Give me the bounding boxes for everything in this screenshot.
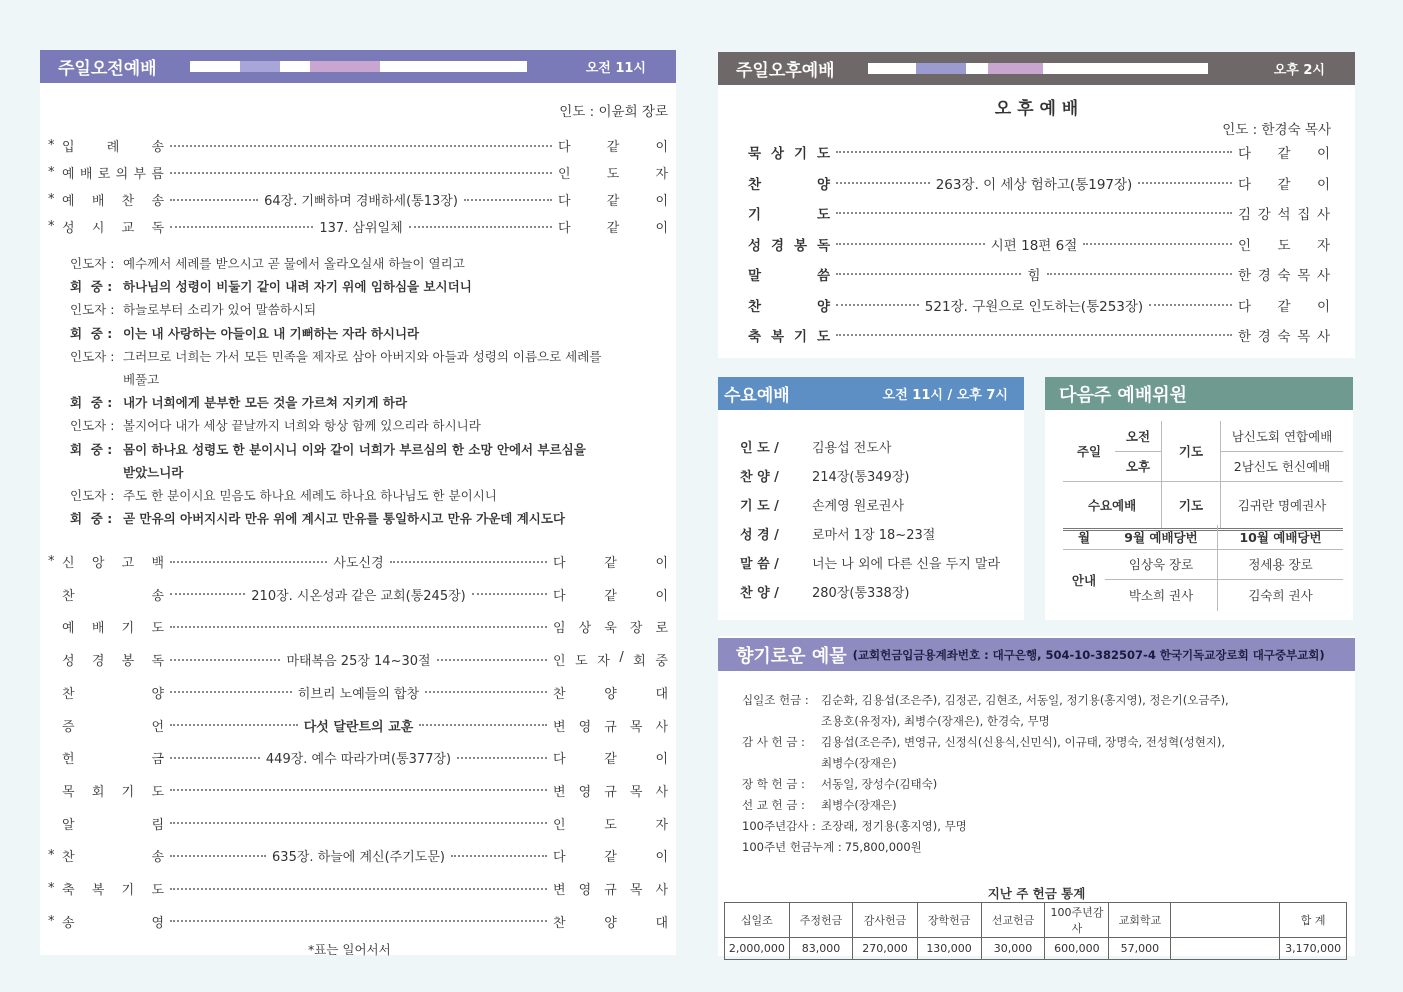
- dot-leader: [836, 304, 919, 306]
- wednesday-label: 수요예배: [1063, 481, 1162, 529]
- dot-leader: [170, 855, 266, 857]
- responsive-line: [70, 393, 407, 411]
- stats-title: 지난 주 헌금 통계: [987, 886, 1086, 901]
- order-row: [48, 781, 668, 800]
- standing-mark: *: [48, 192, 55, 207]
- stats-header-cell: 교회학교: [1109, 903, 1171, 938]
- wednesday-label: 성 경 /: [740, 528, 779, 543]
- order-person: 변 영 규 목 사: [553, 719, 668, 735]
- responsive-line: [70, 254, 465, 272]
- wednesday-value: 로마서 1장 18~23절: [812, 528, 936, 543]
- offering-stats-table: [724, 902, 1347, 960]
- sep-usher-1: 임상욱 장로: [1105, 549, 1218, 579]
- prayer-label: 기도: [1162, 421, 1221, 481]
- order-row: [48, 552, 668, 571]
- standing-mark: *: [48, 165, 55, 180]
- oct-usher-1: 정세용 장로: [1218, 549, 1344, 579]
- responsive-speaker: 인도자 :: [70, 418, 115, 434]
- order-person: 인 도 자 / 회 중: [553, 650, 668, 670]
- order-label: 예 배 찬 송: [62, 194, 164, 209]
- offering-names: 75,800,000원: [844, 840, 922, 854]
- dot-leader: [170, 724, 298, 726]
- stats-value-cell: 3,170,000: [1280, 938, 1347, 960]
- offering-line: [742, 713, 1050, 729]
- offering-names: 김순화, 김용섭(조은주), 김정곤, 김현조, 서동일, 정기용(홍지영), 정은기(오금주),: [821, 693, 1229, 707]
- dot-leader: [1083, 243, 1232, 245]
- wednesday-row: [740, 466, 909, 485]
- dot-leader: [1138, 182, 1232, 184]
- order-row: [48, 879, 668, 898]
- usher-table: [1063, 525, 1343, 611]
- wednesday-row: [740, 524, 935, 543]
- responsive-line: [70, 324, 419, 342]
- order-row: [748, 325, 1330, 345]
- order-detail: 64장. 기뻐하며 경배하세(통13장): [264, 194, 458, 209]
- responsive-text: 내가 너희에게 분부한 모든 것을 가르쳐 지키게 하라: [123, 395, 408, 411]
- order-person: 인 도 자: [558, 167, 668, 182]
- order-detail: 263장. 이 세상 험하고(통197장): [935, 176, 1133, 193]
- stats-value-cell: 57,000: [1109, 938, 1171, 960]
- dot-leader: [419, 724, 547, 726]
- offering-line: [742, 692, 1229, 708]
- offering-header: [718, 638, 1355, 671]
- offering-category: 선 교 헌 금 :: [742, 798, 805, 812]
- order-row: [48, 814, 668, 833]
- stats-value-cell: 2,000,000: [725, 938, 790, 960]
- order-detail: 히브리 노예들의 합창: [297, 686, 420, 702]
- order-row: [48, 716, 668, 735]
- dot-leader: [836, 182, 930, 184]
- responsive-speaker: 인도자 :: [70, 302, 115, 318]
- responsive-speaker: 인도자 :: [70, 256, 115, 271]
- morning-leader: 인도 : 이윤희 장로: [559, 104, 668, 120]
- morning-service-title: 주일오전예배: [58, 59, 157, 79]
- order-row: [48, 136, 668, 155]
- order-label: 예 배 기 도: [62, 621, 164, 637]
- dot-leader: [170, 145, 552, 147]
- stats-value-cell: 30,000: [981, 938, 1045, 960]
- order-label: 말 씀: [748, 268, 830, 284]
- order-person: 다 같 이: [558, 140, 668, 155]
- wednesday-label: 찬 양 /: [740, 470, 779, 485]
- order-detail: 137. 삼위일체: [319, 221, 403, 236]
- next-week-panel: [1045, 377, 1353, 620]
- pm-label: 오후: [1115, 451, 1162, 481]
- stats-value-cell: [1171, 938, 1280, 960]
- stats-value-row: [725, 938, 1347, 960]
- stats-header-cell: 장학헌금: [917, 903, 981, 938]
- responsive-text: 곧 만유의 아버지시라 만유 위에 계시고 만유를 통일하시고 만유 가운데 계시도다: [123, 511, 565, 527]
- order-person: 인 도 자: [553, 817, 668, 833]
- standing-mark: *: [48, 881, 55, 896]
- next-week-header: [1045, 377, 1353, 410]
- order-label: 찬 송: [62, 588, 164, 604]
- responsive-speaker: 회 중 :: [70, 279, 113, 295]
- offering-line: [742, 839, 922, 855]
- order-label: 묵 상 기 도: [748, 146, 830, 162]
- afternoon-service-time: 오후 2시: [1273, 63, 1325, 78]
- afternoon-service-header: [718, 52, 1355, 85]
- footnote: *표는 일어서서: [308, 942, 391, 957]
- wednesday-label: 말 씀 /: [740, 557, 779, 572]
- responsive-text: 몸이 하나요 성령도 한 분이시니 이와 같이 너희가 부르심의 한 소망 안에서 부르심을: [123, 441, 586, 457]
- wednesday-row: [740, 553, 1000, 572]
- wednesday-label: 찬 양 /: [740, 586, 779, 601]
- order-person: 인 도 자: [1238, 237, 1330, 254]
- order-label: 찬 송: [62, 850, 164, 866]
- dot-leader: [409, 226, 552, 228]
- responsive-line: [70, 509, 565, 527]
- next-week-title: 다음주 예배위원: [1059, 384, 1187, 406]
- offering-names: 최병수(장재은): [821, 798, 897, 812]
- offering-names: 김용섭(조은주), 변영규, 신정식(신용식,신민식), 이규태, 장명숙, 전성혁(성현지),: [821, 735, 1226, 749]
- offering-title: 향기로운 예물: [736, 645, 847, 667]
- next-week-table: [1063, 421, 1343, 531]
- guide-label: 안내: [1071, 573, 1097, 589]
- order-label: 찬 양: [748, 176, 830, 193]
- dot-leader: [170, 226, 313, 228]
- order-row: [748, 203, 1330, 223]
- order-label: 축 복 기 도: [748, 329, 830, 345]
- order-row: [48, 585, 668, 604]
- dot-leader: [451, 855, 547, 857]
- am-label: 오전: [1115, 421, 1162, 451]
- dot-leader: [170, 757, 260, 759]
- responsive-speaker: 회 중 :: [70, 395, 113, 411]
- order-detail: 힘: [1027, 268, 1041, 284]
- order-person: 변 영 규 목 사: [553, 784, 668, 800]
- order-person: 다 같 이: [558, 221, 668, 236]
- responsive-text: 하나님의 성령이 비둘기 같이 내려 자기 위에 임하심을 보시더니: [123, 279, 472, 295]
- wednesday-service-time: 오전 11시 / 오후 7시: [882, 388, 1008, 403]
- stats-value-cell: 270,000: [853, 938, 917, 960]
- order-row: [748, 142, 1330, 162]
- order-row: [48, 912, 668, 931]
- dot-leader: [457, 757, 547, 759]
- offering-category: 십일조 헌금 :: [742, 693, 809, 707]
- wednesday-value: 280장(통338장): [812, 586, 910, 601]
- wednesday-row: [740, 495, 904, 514]
- afternoon-subtitle: 오 후 예 배: [994, 99, 1079, 119]
- standing-mark: *: [48, 554, 55, 569]
- dot-leader: [170, 172, 552, 174]
- responsive-line: [70, 440, 586, 458]
- wednesday-value: 214장(통349장): [812, 470, 910, 485]
- stats-header-cell: 100주년감사: [1045, 903, 1109, 938]
- header-stripe: [190, 61, 527, 72]
- wednesday-row: [740, 437, 891, 456]
- month-label: 월: [1063, 525, 1105, 549]
- standing-mark: *: [48, 219, 55, 234]
- order-detail: 210장. 시온성과 같은 교회(통245장): [251, 588, 466, 604]
- dot-leader: [437, 659, 547, 661]
- order-row: [748, 264, 1330, 284]
- order-detail: 마태복음 25장 14~30절: [286, 654, 431, 670]
- dot-leader: [1149, 304, 1232, 306]
- stats-header-cell: 합 계: [1280, 903, 1347, 938]
- wednesday-value: 손계영 원로권사: [812, 499, 905, 514]
- morning-service-panel: [40, 50, 676, 955]
- order-person: 찬 양 대: [553, 686, 669, 702]
- stats-header-cell: 감사헌금: [853, 903, 917, 938]
- dot-leader: [1047, 273, 1232, 275]
- am-value: 남신도회 연합예배: [1221, 421, 1344, 451]
- order-person: 다 같 이: [553, 752, 669, 768]
- wednesday-service-panel: [718, 377, 1024, 620]
- order-detail: 시편 18편 6절: [990, 237, 1078, 254]
- order-person: 다 같 이: [1238, 146, 1330, 162]
- offering-names: 서동일, 장성수(김태숙): [821, 777, 938, 791]
- responsive-line: [70, 300, 316, 318]
- dot-leader: [170, 561, 327, 563]
- offering-names: 조용호(유정자), 최병수(장재은), 한경숙, 무명: [821, 714, 1050, 728]
- offering-account: (교회헌금입금용계좌번호 : 대구은행, 504-10-382507-4 한국기독교장로회 대구중부교회): [852, 647, 1325, 662]
- morning-service-header: [40, 50, 676, 83]
- wednesday-value: 너는 나 외에 다른 신을 두지 말라: [812, 557, 1001, 572]
- morning-service-time: 오전 11시: [585, 61, 646, 76]
- offering-names: 최병수(장재은): [821, 756, 897, 770]
- responsive-speaker: 회 중 :: [70, 511, 113, 527]
- offering-category: 100주년감사 :: [742, 819, 816, 833]
- sep-header: 9월 예배당번: [1105, 525, 1218, 549]
- order-label: 예 배 로 의 부 름: [62, 167, 164, 182]
- wednesday-value: 김귀란 명예권사: [1221, 481, 1344, 529]
- order-detail: 521장. 구원으로 인도하는(통253장): [924, 298, 1144, 315]
- stats-value-cell: 83,000: [789, 938, 853, 960]
- dot-leader: [836, 334, 1232, 336]
- wednesday-label: 인 도 /: [740, 441, 779, 456]
- offering-line: [742, 818, 967, 834]
- responsive-text: 볼지어다 내가 세상 끝날까지 너희와 항상 함께 있으리라 하시니라: [123, 418, 481, 434]
- responsive-text: 그러므로 너희는 가서 모든 민족을 제자로 삼아 아버지와 아들과 성령의 이름으로 세례를: [123, 348, 602, 364]
- offering-line: [742, 734, 1225, 750]
- responsive-text: 이는 내 사랑하는 아들이요 내 기뻐하는 자라 하시니라: [123, 325, 420, 341]
- wednesday-row: [740, 582, 909, 601]
- order-label: 성 시 교 독: [62, 221, 164, 236]
- order-label: 목 회 기 도: [62, 784, 164, 800]
- order-row: [48, 163, 668, 182]
- order-row: [48, 846, 668, 865]
- dot-leader: [464, 199, 552, 201]
- stats-header-cell: 주정헌금: [789, 903, 853, 938]
- order-row: [748, 173, 1330, 193]
- offering-category: 100주년 헌금누계 :: [742, 840, 842, 854]
- header-stripe: [868, 63, 1208, 74]
- order-detail: 사도신경: [333, 556, 384, 571]
- order-detail: 449장. 예수 따라가며(통377장): [265, 752, 452, 768]
- order-label: 찬 양: [62, 686, 164, 702]
- order-row: [48, 617, 668, 636]
- order-row: [48, 748, 668, 767]
- dot-leader: [836, 151, 1232, 153]
- order-row: [748, 295, 1330, 315]
- order-person: 다 같 이: [1238, 176, 1330, 193]
- responsive-text: 하늘로부터 소리가 있어 말씀하시되: [123, 302, 317, 318]
- wednesday-service-title: 수요예배: [724, 386, 790, 406]
- order-label: 기 도: [748, 207, 830, 223]
- offering-line: [742, 797, 897, 813]
- order-label: 헌 금: [62, 752, 164, 768]
- standing-mark: *: [48, 913, 55, 929]
- stats-header-cell: [1171, 903, 1280, 938]
- afternoon-service-panel: [718, 52, 1355, 358]
- order-label: 증 언: [62, 719, 164, 735]
- responsive-text: 베풀고: [123, 372, 160, 387]
- offering-names: 조장래, 정기용(홍지영), 무명: [821, 819, 967, 833]
- order-person: 다 같 이: [553, 556, 669, 571]
- stats-header-cell: 십일조: [725, 903, 790, 938]
- oct-header: 10월 예배당번: [1218, 525, 1344, 549]
- responsive-line: [70, 416, 481, 434]
- responsive-line: [70, 277, 472, 295]
- order-detail: 635장. 하늘에 계신(주기도문): [272, 850, 445, 866]
- dot-leader: [170, 659, 280, 661]
- order-person: 한 경 숙 목 사: [1238, 329, 1330, 345]
- dot-leader: [170, 822, 547, 824]
- wednesday-label: 기 도 /: [740, 499, 779, 514]
- responsive-text: 받았느니라: [123, 464, 184, 480]
- wednesday-service-header: [718, 377, 1024, 410]
- order-person: 찬 양 대: [553, 915, 668, 931]
- responsive-speaker: 회 중 :: [70, 325, 113, 341]
- pm-value: 2남신도 헌신예배: [1221, 451, 1344, 481]
- order-row: [48, 683, 668, 702]
- standing-mark: *: [48, 138, 55, 153]
- dot-leader: [836, 243, 985, 245]
- order-person: 김 강 석 집 사: [1238, 207, 1330, 223]
- order-person: 다 같 이: [553, 588, 668, 604]
- responsive-speaker: 인도자 :: [70, 348, 115, 364]
- order-person: 다 같 이: [553, 850, 668, 866]
- stats-value-cell: 600,000: [1045, 938, 1109, 960]
- responsive-line: [70, 370, 159, 388]
- wednesday-prayer-label: 기도: [1162, 481, 1221, 529]
- order-person: 변 영 규 목 사: [553, 883, 668, 898]
- order-person: 한 경 숙 목 사: [1238, 268, 1330, 284]
- oct-usher-2: 김숙희 권사: [1248, 588, 1313, 604]
- order-label: 신 앙 고 백: [62, 556, 164, 571]
- order-detail: 다섯 달란트의 교훈: [303, 719, 414, 735]
- stats-header-row: [725, 903, 1347, 938]
- order-row: [48, 217, 668, 236]
- dot-leader: [425, 691, 547, 693]
- dot-leader: [170, 789, 547, 791]
- dot-leader: [170, 888, 547, 890]
- dot-leader: [472, 593, 547, 595]
- dot-leader: [390, 561, 547, 563]
- wednesday-value: 김용섭 전도사: [812, 441, 892, 456]
- afternoon-service-title: 주일오후예배: [736, 61, 835, 81]
- dot-leader: [170, 626, 547, 628]
- sunday-label: 주일: [1063, 421, 1115, 481]
- responsive-speaker: 인도자 :: [70, 488, 115, 503]
- responsive-text: 주도 한 분이시요 믿음도 하나요 세례도 하나요 하나님도 한 분이시니: [123, 488, 497, 503]
- dot-leader: [170, 199, 258, 201]
- order-label: 알 림: [62, 817, 164, 833]
- order-label: 성 경 봉 독: [748, 237, 830, 254]
- afternoon-leader: 인도 : 한경숙 목사: [1222, 122, 1331, 138]
- responsive-line: [70, 463, 183, 481]
- order-person: 임 상 욱 장 로: [553, 621, 668, 637]
- dot-leader: [170, 691, 292, 693]
- responsive-speaker: 회 중 :: [70, 441, 113, 457]
- dot-leader: [170, 920, 547, 922]
- order-label: 축 복 기 도: [62, 883, 164, 898]
- responsive-text: 예수께서 세례를 받으시고 곧 물에서 올라오실새 하늘이 열리고: [123, 256, 465, 271]
- dot-leader: [170, 593, 245, 595]
- standing-mark: *: [48, 848, 55, 864]
- dot-leader: [836, 273, 1021, 275]
- offering-line: [742, 755, 897, 771]
- offering-category: 장 학 헌 금 :: [742, 777, 805, 791]
- dot-leader: [836, 212, 1232, 214]
- responsive-line: [70, 347, 601, 365]
- stats-header-cell: 선교헌금: [981, 903, 1045, 938]
- stats-value-cell: 130,000: [917, 938, 981, 960]
- order-label: 입 례 송: [62, 140, 164, 155]
- order-person: 다 같 이: [558, 194, 669, 209]
- order-person: 다 같 이: [1238, 298, 1330, 315]
- order-row: [748, 234, 1330, 254]
- order-row: [48, 650, 668, 669]
- order-label: 송 영: [62, 915, 164, 931]
- sep-usher-2: 박소희 권사: [1105, 579, 1218, 611]
- offering-category: 감 사 헌 금 :: [742, 735, 805, 749]
- order-label: 성 경 봉 독: [62, 654, 164, 670]
- responsive-line: [70, 486, 497, 504]
- order-row: [48, 190, 668, 209]
- order-label: 찬 양: [748, 298, 830, 315]
- offering-panel: [718, 636, 1355, 956]
- offering-line: [742, 776, 937, 792]
